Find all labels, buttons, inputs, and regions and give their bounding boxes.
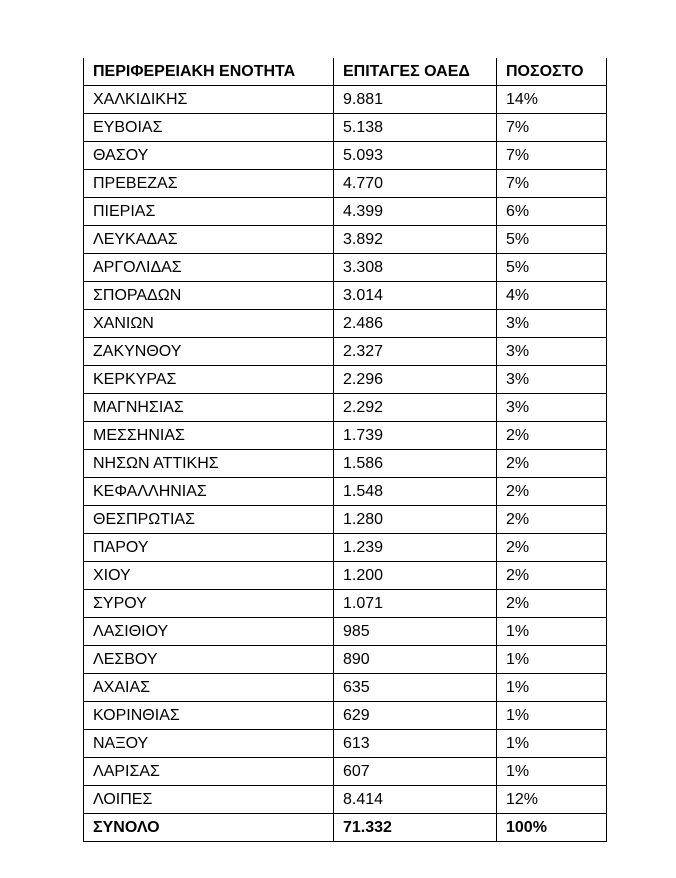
percentage-cell: 2% — [497, 506, 607, 534]
percentage-cell: 2% — [497, 590, 607, 618]
table-row — [84, 478, 607, 506]
region-cell: ΛΑΣΙΘΙΟΥ — [84, 618, 334, 646]
total-checks: 71.332 — [334, 814, 497, 842]
percentage-cell: 2% — [497, 534, 607, 562]
table-row — [84, 674, 607, 702]
table-footer — [84, 814, 607, 842]
checks-cell: 2.292 — [334, 394, 497, 422]
checks-cell: 5.093 — [334, 142, 497, 170]
table-row — [84, 170, 607, 198]
percentage-cell: 5% — [497, 226, 607, 254]
checks-cell: 890 — [334, 646, 497, 674]
percentage-cell: 5% — [497, 254, 607, 282]
checks-cell: 2.486 — [334, 310, 497, 338]
total-label: ΣΥΝΟΛΟ — [84, 814, 334, 842]
header-percentage: ΠΟΣΟΣΤΟ — [497, 58, 607, 86]
total-percentage: 100% — [497, 814, 607, 842]
table-row — [84, 114, 607, 142]
region-cell: ΛΕΣΒΟΥ — [84, 646, 334, 674]
table-row — [84, 506, 607, 534]
percentage-cell: 3% — [497, 338, 607, 366]
table-row — [84, 730, 607, 758]
region-cell: ΧΑΛΚΙΔΙΚΗΣ — [84, 86, 334, 114]
table-row — [84, 86, 607, 114]
percentage-cell: 3% — [497, 366, 607, 394]
region-cell: ΚΕΡΚΥΡΑΣ — [84, 366, 334, 394]
percentage-cell: 3% — [497, 394, 607, 422]
table-row — [84, 142, 607, 170]
table-row — [84, 590, 607, 618]
percentage-cell: 1% — [497, 646, 607, 674]
region-cell: ΚΟΡΙΝΘΙΑΣ — [84, 702, 334, 730]
percentage-cell: 3% — [497, 310, 607, 338]
region-cell: ΧΑΝΙΩΝ — [84, 310, 334, 338]
checks-cell: 1.586 — [334, 450, 497, 478]
percentage-cell: 1% — [497, 618, 607, 646]
checks-cell: 1.280 — [334, 506, 497, 534]
header-region: ΠΕΡΙΦΕΡΕΙΑΚΗ ΕΝΟΤΗΤΑ — [84, 58, 334, 86]
percentage-cell: 1% — [497, 730, 607, 758]
header-row — [84, 58, 607, 86]
table-row — [84, 394, 607, 422]
table-row — [84, 366, 607, 394]
table-header — [84, 58, 607, 86]
table-row — [84, 282, 607, 310]
region-cell: ΝΑΞΟΥ — [84, 730, 334, 758]
region-cell: ΛΟΙΠΕΣ — [84, 786, 334, 814]
table-row — [84, 618, 607, 646]
regional-checks-table — [83, 58, 607, 842]
table-row — [84, 254, 607, 282]
region-cell: ΖΑΚΥΝΘΟΥ — [84, 338, 334, 366]
checks-cell: 1.200 — [334, 562, 497, 590]
region-cell: ΛΕΥΚΑΔΑΣ — [84, 226, 334, 254]
table-row — [84, 786, 607, 814]
checks-cell: 985 — [334, 618, 497, 646]
percentage-cell: 6% — [497, 198, 607, 226]
region-cell: ΚΕΦΑΛΛΗΝΙΑΣ — [84, 478, 334, 506]
percentage-cell: 7% — [497, 142, 607, 170]
table-row — [84, 338, 607, 366]
percentage-cell: 7% — [497, 170, 607, 198]
region-cell: ΛΑΡΙΣΑΣ — [84, 758, 334, 786]
checks-cell: 607 — [334, 758, 497, 786]
table-row — [84, 562, 607, 590]
region-cell: ΘΕΣΠΡΩΤΙΑΣ — [84, 506, 334, 534]
region-cell: ΕΥΒΟΙΑΣ — [84, 114, 334, 142]
percentage-cell: 14% — [497, 86, 607, 114]
region-cell: ΑΧΑΙΑΣ — [84, 674, 334, 702]
percentage-cell: 2% — [497, 450, 607, 478]
checks-cell: 3.014 — [334, 282, 497, 310]
table-row — [84, 702, 607, 730]
table-row — [84, 758, 607, 786]
percentage-cell: 2% — [497, 562, 607, 590]
region-cell: ΑΡΓΟΛΙΔΑΣ — [84, 254, 334, 282]
percentage-cell: 7% — [497, 114, 607, 142]
total-row — [84, 814, 607, 842]
checks-cell: 3.892 — [334, 226, 497, 254]
region-cell: ΝΗΣΩΝ ΑΤΤΙΚΗΣ — [84, 450, 334, 478]
percentage-cell: 1% — [497, 758, 607, 786]
checks-cell: 2.296 — [334, 366, 497, 394]
checks-cell: 9.881 — [334, 86, 497, 114]
percentage-cell: 2% — [497, 478, 607, 506]
percentage-cell: 12% — [497, 786, 607, 814]
table-row — [84, 422, 607, 450]
table-body — [84, 86, 607, 814]
table-row — [84, 450, 607, 478]
checks-cell: 1.239 — [334, 534, 497, 562]
checks-cell: 2.327 — [334, 338, 497, 366]
percentage-cell: 4% — [497, 282, 607, 310]
checks-cell: 1.739 — [334, 422, 497, 450]
table-row — [84, 310, 607, 338]
table-row — [84, 198, 607, 226]
checks-cell: 635 — [334, 674, 497, 702]
checks-cell: 8.414 — [334, 786, 497, 814]
checks-cell: 5.138 — [334, 114, 497, 142]
checks-cell: 4.399 — [334, 198, 497, 226]
table-row — [84, 226, 607, 254]
region-cell: ΠΡΕΒΕΖΑΣ — [84, 170, 334, 198]
region-cell: ΧΙΟΥ — [84, 562, 334, 590]
percentage-cell: 1% — [497, 674, 607, 702]
table-row — [84, 646, 607, 674]
checks-cell: 3.308 — [334, 254, 497, 282]
checks-cell: 1.071 — [334, 590, 497, 618]
region-cell: ΠΙΕΡΙΑΣ — [84, 198, 334, 226]
header-checks: ΕΠΙΤΑΓΕΣ ΟΑΕΔ — [334, 58, 497, 86]
region-cell: ΜΑΓΝΗΣΙΑΣ — [84, 394, 334, 422]
checks-cell: 613 — [334, 730, 497, 758]
region-cell: ΣΥΡΟΥ — [84, 590, 334, 618]
table-row — [84, 534, 607, 562]
checks-cell: 1.548 — [334, 478, 497, 506]
region-cell: ΜΕΣΣΗΝΙΑΣ — [84, 422, 334, 450]
checks-cell: 629 — [334, 702, 497, 730]
percentage-cell: 2% — [497, 422, 607, 450]
region-cell: ΠΑΡΟΥ — [84, 534, 334, 562]
percentage-cell: 1% — [497, 702, 607, 730]
region-cell: ΘΑΣΟΥ — [84, 142, 334, 170]
region-cell: ΣΠΟΡΑΔΩΝ — [84, 282, 334, 310]
checks-cell: 4.770 — [334, 170, 497, 198]
